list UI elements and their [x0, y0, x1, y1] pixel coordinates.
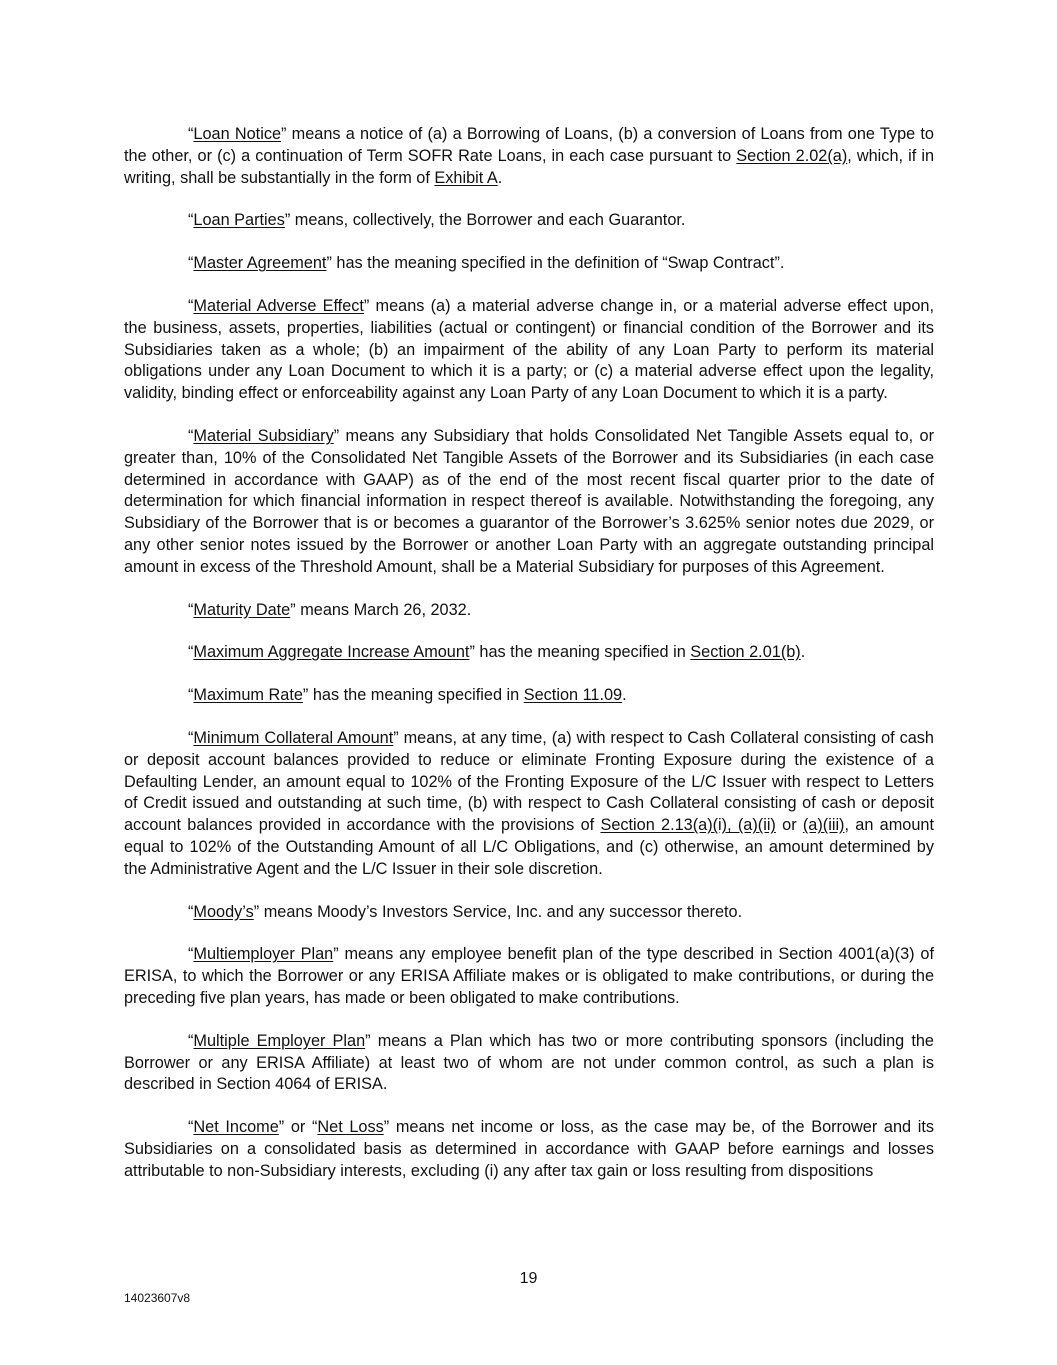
defined-term-or-reference: Section 2.01(b): [690, 643, 801, 662]
definition-text: ” has the meaning specified in the definition of “Swap Contract”.: [326, 254, 785, 273]
definition-text: “: [188, 945, 194, 964]
definition-paragraph: [124, 1031, 934, 1096]
defined-term-or-reference: (a)(iii): [802, 816, 845, 835]
defined-term-or-reference: Section 2.13(a)(i), (a)(ii): [600, 816, 776, 835]
definition-text: ” means March 26, 2032.: [290, 600, 472, 619]
defined-term-or-reference: Section 11.09: [523, 686, 623, 705]
definition-text: “: [188, 1118, 194, 1137]
definition-text: ” means (a) a material adverse change in, or a material adverse effect upon, the business, assets, properties, liabilities (actual or contingent) or financial condition of the Borrower and its Subsidiaries taken as a whole; (b) an impairment of the ability of any Loan Party to perform its material obligations under any Loan Document to which it is a party; or (c) a material adverse effect upon the legality, validity, binding effect or enforceability against any Loan Party of any Loan Document to which it is a party.: [124, 296, 934, 403]
defined-term-or-reference: Multiple Employer Plan: [193, 1031, 366, 1050]
definition-text: , an amount equal to 102% of the Outstanding Amount of all L/C Obligations, and (c) otherwise, an amount determined by the Administrative Agent and the L/C Issuer in their sole discretion.: [124, 816, 934, 878]
defined-term-or-reference: Maximum Aggregate Increase Amount: [193, 643, 470, 662]
defined-term-or-reference: Moody’s: [193, 902, 254, 921]
defined-term-or-reference: Loan Notice: [193, 125, 282, 143]
definition-paragraph: [124, 1117, 934, 1182]
definition-text: “: [188, 125, 194, 143]
definition-paragraph: [124, 426, 934, 579]
definition-text: “: [188, 211, 194, 230]
page-number: 19: [519, 1270, 538, 1287]
definition-paragraph: [124, 685, 934, 707]
definition-text: “: [188, 686, 194, 705]
definition-text: , which, if in writing, shall be substantially in the form of: [124, 146, 934, 187]
definition-text: .: [622, 686, 627, 705]
definition-text: ” means a notice of (a) a Borrowing of Loans, (b) a conversion of Loans from one Type to the other, or (c) a continuation of Term SOFR Rate Loans, in each case pursuant to: [124, 125, 934, 165]
definition-text: ” means, at any time, (a) with respect to Cash Collateral consisting of cash or deposit account balances provided to reduce or eliminate Fronting Exposure during the existence of a Defaulting Lender, an amount equal to 102% of the Fronting Exposure of the L/C Issuer with respect to Letters of Credit issued and outstanding at such time, (b) with respect to Cash Collateral consisting of cash or deposit account balances provided in accordance with the provisions of: [124, 728, 934, 835]
definition-text: “: [188, 1031, 194, 1050]
definition-text: “: [188, 902, 194, 921]
definition-text: .: [497, 168, 503, 187]
document-id: 14023607v8: [124, 1291, 191, 1305]
definition-text: “: [188, 643, 194, 662]
defined-term-or-reference: Maturity Date: [193, 600, 291, 619]
definition-text: ” or “: [278, 1118, 318, 1137]
defined-term-or-reference: Exhibit A: [434, 168, 498, 187]
defined-term-or-reference: Multiemployer Plan: [193, 945, 334, 964]
defined-term-or-reference: Material Subsidiary: [193, 426, 334, 445]
definition-text: ” means a Plan which has two or more contributing sponsors (including the Borrower or any ERISA Affiliate) at least two of whom are not under common control, as such a plan is described in Section 4064 of ERISA.: [124, 1031, 934, 1094]
definition-text: “: [188, 728, 194, 747]
defined-term-or-reference: Net Loss: [317, 1118, 384, 1137]
definition-text: ” means net income or loss, as the case may be, of the Borrower and its Subsidiaries on a consolidated basis as determined in accordance with GAAP before earnings and losses attributable to non-Subsidiary interests, excluding (i) any after tax gain or loss resulting from dispositions: [124, 1118, 934, 1180]
defined-term-or-reference: Material Adverse Effect: [193, 296, 364, 315]
defined-term-or-reference: Loan Parties: [193, 211, 285, 230]
definition-paragraph: [124, 642, 934, 664]
definition-text: .: [800, 643, 806, 662]
defined-term-or-reference: Master Agreement: [193, 254, 327, 273]
definition-text: ” means, collectively, the Borrower and each Guarantor.: [284, 211, 686, 230]
definition-paragraph: [124, 902, 934, 924]
defined-term-or-reference: Section 2.02(a): [736, 146, 848, 165]
defined-term-or-reference: Minimum Collateral Amount: [193, 728, 394, 747]
definition-text: ” has the meaning specified in: [469, 643, 691, 662]
definition-paragraph: [124, 728, 934, 881]
definition-text: “: [188, 296, 194, 315]
definitions-body: [124, 124, 934, 1203]
definition-text: or: [775, 816, 803, 835]
definition-text: “: [188, 254, 194, 273]
definition-paragraph: [124, 944, 934, 1009]
definition-text: “: [188, 600, 194, 619]
definition-paragraph: [124, 124, 934, 189]
definition-text: ” means any employee benefit plan of the type described in Section 4001(a)(3) of ERISA, to which the Borrower or any ERISA Affiliate makes or is obligated to make contributions, or during the preceding five plan years, has made or been obligated to make contributions.: [124, 945, 934, 1007]
definition-text: ” means any Subsidiary that holds Consolidated Net Tangible Assets equal to, or greater than, 10% of the Consolidated Net Tangible Assets of the Borrower and its Subsidiaries (in each case determined in accordance with GAAP) as of the end of the most recent fiscal quarter prior to the date of determination for which financial information in respect thereof is available. Notwithstanding the foregoing, any Subsidiary of the Borrower that is or becomes a guarantor of the Borrower’s 3.625% senior notes due 2029, or any other senior notes issued by the Borrower or another Loan Party with an aggregate outstanding principal amount in excess of the Threshold Amount, shall be a Material Subsidiary for purposes of this Agreement.: [124, 426, 934, 576]
definition-text: ” has the meaning specified in: [302, 686, 524, 705]
definition-text: ” means Moody’s Investors Service, Inc. and any successor thereto.: [253, 902, 743, 921]
defined-term-or-reference: Maximum Rate: [193, 686, 303, 705]
definition-text: “: [188, 426, 194, 445]
definition-paragraph: [124, 600, 934, 622]
definition-paragraph: [124, 253, 934, 275]
definition-paragraph: [124, 296, 934, 405]
definition-paragraph: [124, 210, 934, 232]
defined-term-or-reference: Net Income: [193, 1118, 279, 1137]
